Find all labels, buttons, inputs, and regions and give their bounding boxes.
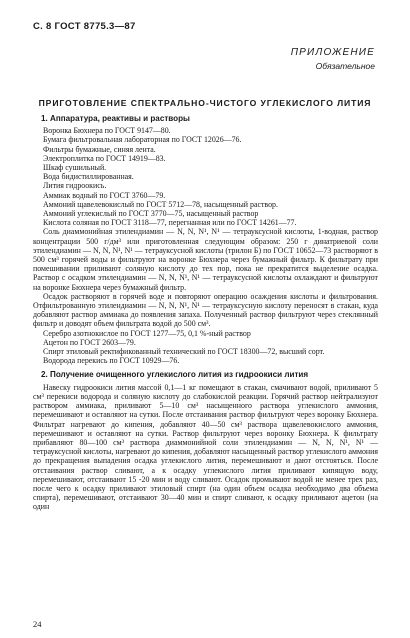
- appendix-title: ПРИЛОЖЕНИЕ: [290, 47, 375, 58]
- procedure-paragraph: Навеску гидроокиси лития массой 0,1—1 кг помещают в стакан, смачивают водой, приливают 5 см³ перекиси водорода и соляную кислоту до слабокислой реакции. Горячий раствор нейтрализуют раствором аммиака, приливают 5—10 см³ насыщенного раствора углекислого аммония, перемешивают и оставляют на сутки. После отстаивания раствор фильтруют через воронку Бюхнера. Фильтрат нагревают до кипения, добавляют 40—50 см³ раствора щавелевокислого аммония, перемешивают и оставляют на сутки. Раствор фильтруют через воронку Бюхнера. К фильтрату прибавляют 80—100 см³ раствора диаммонийной соли этилендиамин — N, N, N¹, N¹ — тетрауксусной кислоты, нагревают до кипения, добавляют насыщенный раствор углекислого аммония до прекращения выпадения осадка углекислого лития, перемешивают и дают отстояться. После отстаивания раствор сливают, а к осадку углекислого лития приливают кипящую воду, перемешивают, отстаивают 15 -20 мин и воду сливают. Осадок промывают водой не менее трех раз, после чего к осадку приливают этиловый спирт (на один объем осадка необходимо два объема спирта), перемешивают, отстаивают 30—40 мин и спирт сливают, к осадку приливают ацетон (на один: [33, 382, 378, 512]
- section-1-heading: 1. Аппаратура, реактивы и растворы: [41, 114, 190, 123]
- materials-list: [43, 126, 378, 227]
- page-header: С. 8 ГОСТ 8775.3—87: [33, 21, 136, 32]
- appendix-label: [291, 47, 375, 71]
- list-item: Фильтры бумажные, синяя лента.: [43, 144, 156, 154]
- list-item: Серебро азотнокислое по ГОСТ 1277—75, 0,1 %-ный раствор: [43, 328, 251, 338]
- salt-paragraph: Соль диаммонийная этилендиамин — N, N, N¹, N¹ — тетрауксусной кислоты, 1-водная, раствор концентрации 500 г/дм³ или приготовленная следующим образом: 250 г динатриевой соли этилендиамин — N, N, N¹, N¹ — тетрауксусной кислоты (трилон Б) по ГОСТ 10652—73 растворяют в 500 см³ горячей воды и фильтруют на воронке Бюхнера через бумажный фильтр. К фильтрату при помешивании приливают соляную кислоту до тех пор, пока не прекратится выделение осадка. Раствор с осадком этилендиамин — N, N, N¹, N¹ — тетрауксусной кислоты охлаждают и фильтруют на воронке Бюхнера через бумажный фильтр.: [33, 227, 378, 292]
- alcohol-paragraph: Спирт этиловый ректификованный технический по ГОСТ 18300—72, высший сорт.: [43, 347, 325, 357]
- list-item: Бумага фильтровальная лабораторная по ГОСТ 12026—76.: [43, 135, 242, 145]
- section-2-heading: 2. Получение очищенного углекислого лития из гидроокиси лития: [41, 370, 309, 380]
- list-item: Шкаф сушильный.: [43, 163, 107, 173]
- list-item: Лития гидроокись.: [43, 181, 107, 191]
- list-item: Аммиак водный по ГОСТ 3760—79.: [43, 190, 166, 200]
- list-item: Электроплитка по ГОСТ 14919—83.: [43, 153, 166, 163]
- reagents-list: [43, 329, 378, 347]
- list-item: Кислота соляная по ГОСТ 3118—77, перегнанная или по ГОСТ 14261—77.: [43, 218, 297, 228]
- list-item: Ацетон по ГОСТ 2603—79.: [43, 337, 136, 347]
- list-item: Воронка Бюхнера по ГОСТ 9147—80.: [43, 126, 171, 136]
- list-item: Аммоний щавелевокислый по ГОСТ 5712—78, насыщенный раствор.: [43, 199, 278, 209]
- document-body: [33, 114, 378, 512]
- list-item: Водорода перекись по ГОСТ 10929—76.: [43, 356, 180, 366]
- page-number: 24: [33, 619, 42, 629]
- list-item: Вода бидистиллированная.: [43, 172, 134, 182]
- document-title: ПРИГОТОВЛЕНИЕ СПЕКТРАЛЬНО-ЧИСТОГО УГЛЕКИСЛОГО ЛИТИЯ: [38, 98, 372, 108]
- peroxide-list: [43, 356, 378, 365]
- precipitate-paragraph: Осадок растворяют в горячей воде и повторяют операцию осаждения кислоты и фильтрования. Отфильтрованную этилендиамин — N, N, N¹, N¹ — тетрауксусную кислоту переносят в стакан, куда добавляют раствор аммиака до появления запаха. Полученный раствор фильтруют через стеклянный фильтр и доводят объем фильтрата водой до 500 см³.: [33, 291, 378, 329]
- list-item: Аммоний углекислый по ГОСТ 3770—75, насыщенный раствор: [43, 209, 259, 219]
- appendix-subtitle: Обязательное: [315, 61, 375, 71]
